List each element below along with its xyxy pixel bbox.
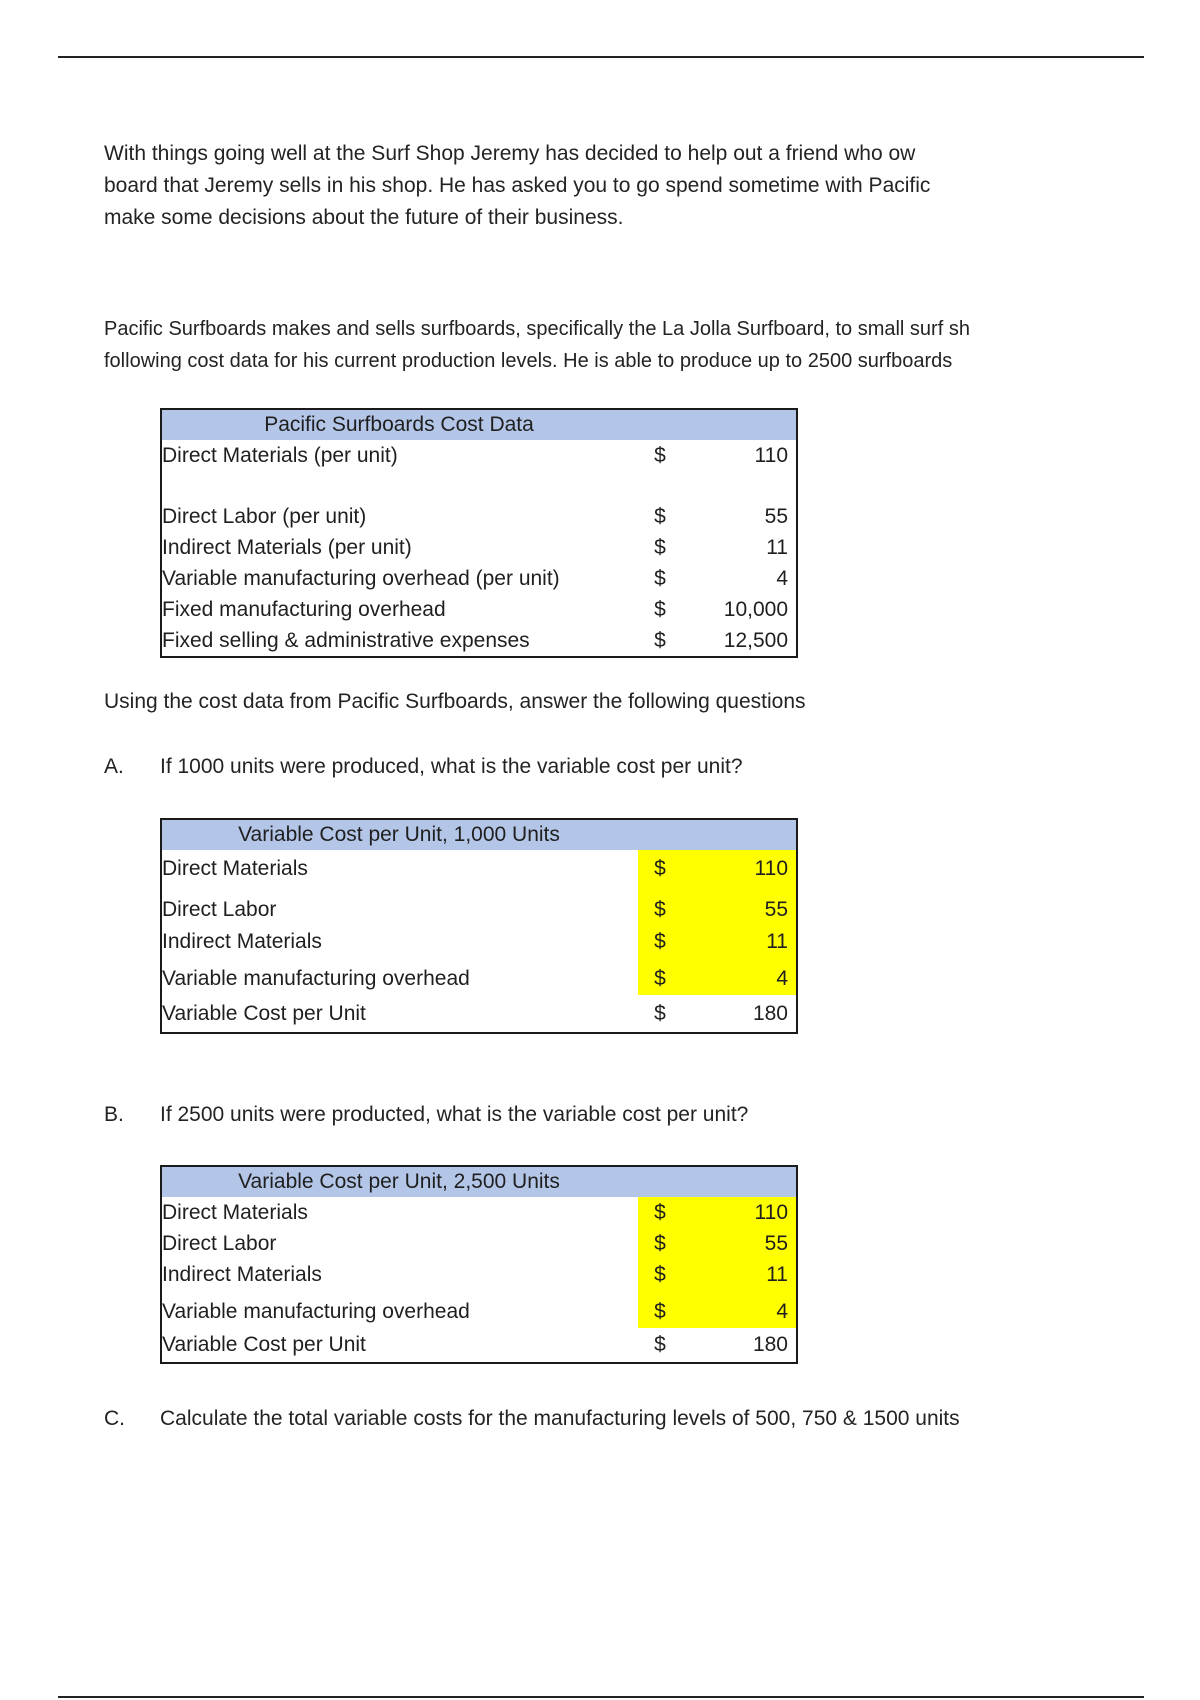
row-value: 4 (776, 967, 788, 990)
row-value: 55 (764, 898, 788, 921)
table-row (162, 625, 796, 656)
row-value: 110 (754, 444, 788, 467)
row-value: 12,500 (723, 629, 788, 652)
table-row (162, 926, 796, 957)
row-label: Variable Cost per Unit (162, 1333, 366, 1356)
currency-symbol: $ (654, 898, 666, 921)
spacer-row (162, 471, 796, 501)
question-text: If 1000 units were produced, what is the variable cost per unit? (160, 755, 743, 778)
row-label: Direct Materials (per unit) (162, 444, 398, 467)
currency-symbol: $ (654, 1300, 666, 1323)
table-row (162, 1290, 796, 1328)
table-title: Variable Cost per Unit, 2,500 Units (162, 1167, 796, 1197)
question-letter: B. (104, 1103, 124, 1126)
row-label: Indirect Materials (per unit) (162, 536, 412, 559)
row-value: 110 (754, 857, 788, 880)
row-label: Variable manufacturing overhead (162, 967, 470, 990)
currency-symbol: $ (654, 1333, 666, 1356)
row-label: Variable manufacturing overhead (162, 1300, 470, 1323)
row-value: 180 (752, 1333, 788, 1356)
currency-symbol: $ (654, 536, 666, 559)
currency-symbol: $ (654, 930, 666, 953)
table-row-total (162, 1328, 796, 1362)
row-label: Direct Labor (162, 1232, 277, 1255)
row-value: 110 (754, 1201, 788, 1224)
question-b (104, 1103, 748, 1127)
question-letter: A. (104, 755, 124, 778)
cost-data-table (160, 408, 798, 658)
row-value: 10,000 (723, 598, 788, 621)
question-letter: C. (104, 1407, 125, 1430)
currency-symbol: $ (654, 857, 666, 880)
row-value: 11 (766, 1263, 788, 1286)
question-text: Calculate the total variable costs for the manufacturing levels of 500, 750 & 1500 units (160, 1407, 960, 1430)
row-label: Indirect Materials (162, 930, 322, 953)
intro-line: Pacific Surfboards makes and sells surfboards, specifically the La Jolla Surfboard, to small surf sh (104, 318, 970, 340)
currency-symbol: $ (654, 567, 666, 590)
table-row (162, 1259, 796, 1290)
currency-symbol: $ (654, 505, 666, 528)
intro-line: make some decisions about the future of their business. (104, 206, 624, 229)
top-rule (58, 56, 1144, 58)
intro-line: following cost data for his current production levels. He is able to produce up to 2500 surfboards (104, 350, 953, 372)
table-row (162, 532, 796, 563)
row-label: Indirect Materials (162, 1263, 322, 1286)
instruction-text: Using the cost data from Pacific Surfboards, answer the following questions (104, 690, 806, 713)
question-text: If 2500 units were producted, what is the variable cost per unit? (160, 1103, 749, 1126)
intro-line: board that Jeremy sells in his shop. He has asked you to go spend sometime with Pacific (104, 174, 931, 197)
intro-paragraph-1 (104, 138, 1044, 234)
currency-symbol: $ (654, 1201, 666, 1224)
row-value: 11 (766, 536, 788, 559)
row-value: 180 (752, 1002, 788, 1025)
table-row (162, 594, 796, 625)
currency-symbol: $ (654, 1002, 666, 1025)
variable-cost-table-1000 (160, 818, 798, 1034)
row-label: Direct Materials (162, 1201, 308, 1224)
question-a (104, 755, 743, 779)
row-label: Variable Cost per Unit (162, 1002, 366, 1025)
table-title: Pacific Surfboards Cost Data (162, 410, 796, 440)
intro-line: With things going well at the Surf Shop Jeremy has decided to help out a friend who ow (104, 142, 916, 165)
table-row (162, 888, 796, 926)
row-label: Variable manufacturing overhead (per unit) (162, 567, 560, 590)
row-label: Direct Labor (162, 898, 277, 921)
row-label: Fixed manufacturing overhead (162, 598, 446, 621)
bottom-rule (58, 1696, 1144, 1698)
table-row (162, 957, 796, 995)
currency-symbol: $ (654, 967, 666, 990)
row-value: 11 (766, 930, 788, 953)
table-row-total (162, 995, 796, 1032)
row-label: Fixed selling & administrative expenses (162, 629, 530, 652)
table-row (162, 501, 796, 532)
table-title: Variable Cost per Unit, 1,000 Units (162, 820, 796, 850)
table-row (162, 850, 796, 888)
currency-symbol: $ (654, 1263, 666, 1286)
table-row (162, 440, 796, 471)
row-label: Direct Materials (162, 857, 308, 880)
currency-symbol: $ (654, 629, 666, 652)
table-row (162, 1197, 796, 1228)
question-c (104, 1407, 960, 1431)
table-row (162, 563, 796, 594)
currency-symbol: $ (654, 444, 666, 467)
table-row (162, 1228, 796, 1259)
row-value: 4 (776, 567, 788, 590)
row-value: 4 (776, 1300, 788, 1323)
row-label: Direct Labor (per unit) (162, 505, 367, 528)
variable-cost-table-2500 (160, 1165, 798, 1364)
row-value: 55 (764, 505, 788, 528)
intro-paragraph-2 (104, 313, 1044, 377)
currency-symbol: $ (654, 1232, 666, 1255)
row-value: 55 (764, 1232, 788, 1255)
currency-symbol: $ (654, 598, 666, 621)
